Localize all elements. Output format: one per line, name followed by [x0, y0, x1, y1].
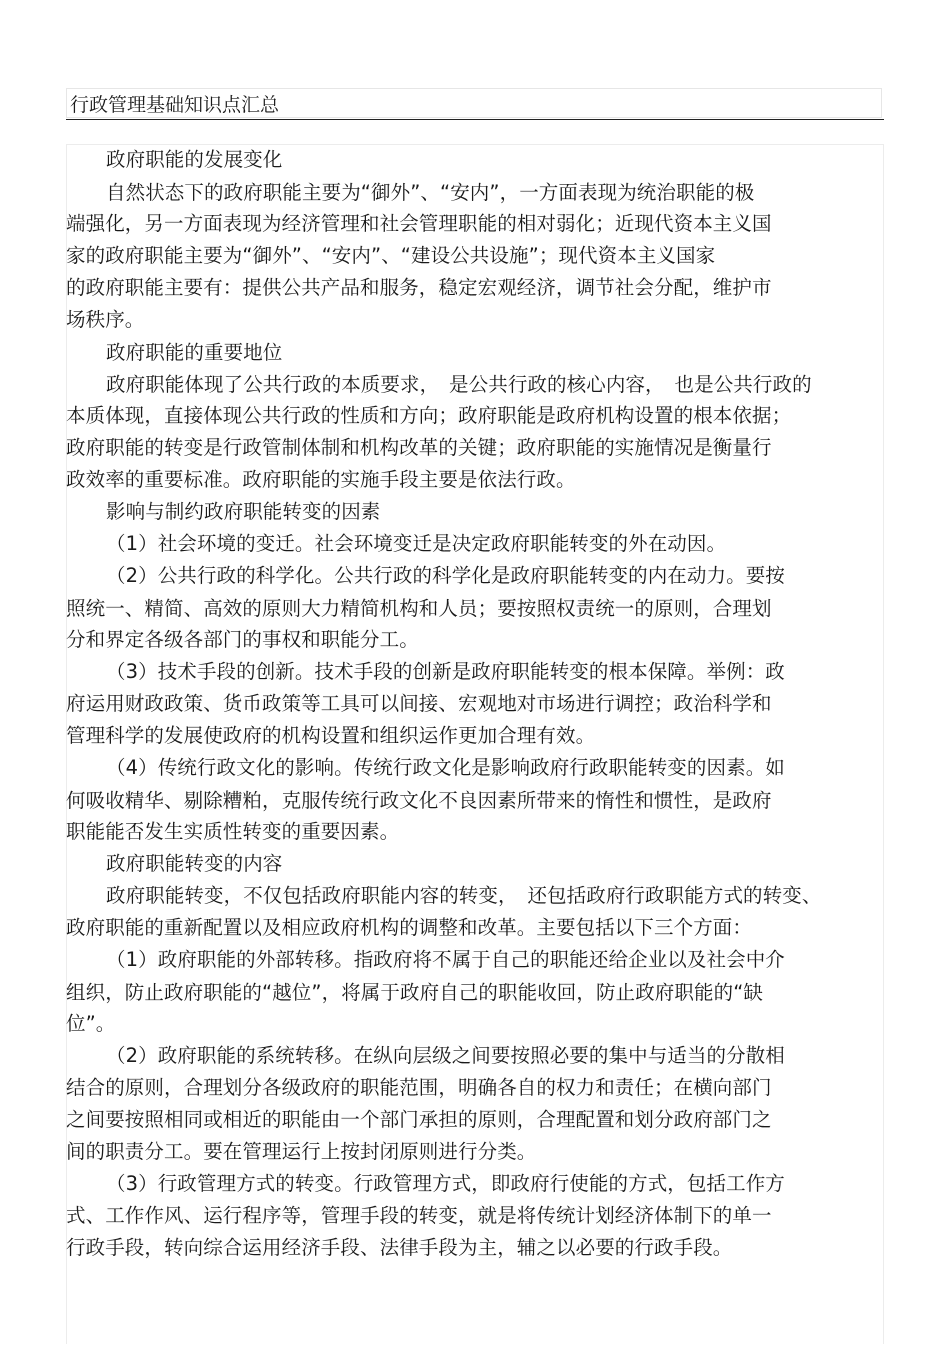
text-line: 端强化，另一方面表现为经济管理和社会管理职能的相对弱化；近现代资本主义国: [66, 212, 772, 235]
text-line: （3）行政管理方式的转变。行政管理方式，即政府行使能的方式，包括工作方: [106, 1172, 785, 1195]
text-line: 照统一、精简、高效的原则大力精简机构和人员；要按照权责统一的原则，合理划: [66, 597, 772, 620]
text-line: （1）政府职能的外部转移。指政府将不属于自己的职能还给企业以及社会中介: [106, 948, 785, 971]
text-line: 自然状态下的政府职能主要为“御外”、“安内”，一方面表现为统治职能的极: [106, 181, 755, 204]
text-line: 政府职能的重新配置以及相应政府机构的调整和改革。主要包括以下三个方面：: [66, 916, 753, 939]
header-divider: [66, 119, 884, 120]
text-line: 政府职能转变，不仅包括政府职能内容的转变， 还包括政府行政职能方式的转变、: [106, 884, 822, 907]
text-line: 政府职能体现了公共行政的本质要求， 是公共行政的核心内容， 也是公共行政的: [106, 373, 812, 396]
text-line: 结合的原则，合理划分各级政府的职能范围，明确各自的权力和责任；在横向部门: [66, 1076, 772, 1099]
text-line: 间的职责分工。要在管理运行上按封闭原则进行分类。: [66, 1140, 537, 1163]
text-line: 场秩序。: [66, 308, 145, 331]
page-title: 行政管理基础知识点汇总: [70, 94, 280, 116]
text-line: 府运用财政政策、货币政策等工具可以间接、宏观地对市场进行调控；政治科学和: [66, 692, 772, 715]
text-line: （2）政府职能的系统转移。在纵向层级之间要按照必要的集中与适当的分散相: [106, 1044, 785, 1067]
text-line: 职能能否发生实质性转变的重要因素。: [66, 820, 400, 843]
text-line: 之间要按照相同或相近的职能由一个部门承担的原则，合理配置和划分政府部门之: [66, 1108, 772, 1131]
text-line: 组织，防止政府职能的“越位”，将属于政府自己的职能收回，防止政府职能的“缺: [66, 981, 764, 1004]
section-heading: 影响与制约政府职能转变的因素: [106, 500, 381, 523]
text-line: 式、工作作风、运行程序等，管理手段的转变，就是将传统计划经济体制下的单一: [66, 1204, 772, 1227]
text-line: 行政手段，转向综合运用经济手段、法律手段为主，辅之以必要的行政手段。: [66, 1236, 733, 1259]
text-line: 管理科学的发展使政府的机构设置和组织运作更加合理有效。: [66, 724, 596, 747]
text-line: 政效率的重要标准。政府职能的实施手段主要是依法行政。: [66, 468, 576, 491]
text-line: （2）公共行政的科学化。公共行政的科学化是政府职能转变的内在动力。要按: [106, 564, 785, 587]
text-line: （3）技术手段的创新。技术手段的创新是政府职能转变的根本保障。举例：政: [106, 660, 785, 683]
section-heading: 政府职能的发展变化: [106, 148, 283, 171]
text-line: 的政府职能主要有：提供公共产品和服务，稳定宏观经济，调节社会分配，维护市: [66, 276, 772, 299]
text-line: 分和界定各级各部门的事权和职能分工。: [66, 628, 419, 651]
text-line: 政府职能的转变是行政管制体制和机构改革的关键；政府职能的实施情况是衡量行: [66, 436, 772, 459]
text-line: （4）传统行政文化的影响。传统行政文化是影响政府行政职能转变的因素。如: [106, 756, 785, 779]
section-heading: 政府职能转变的内容: [106, 852, 283, 875]
text-line: （1）社会环境的变迁。社会环境变迁是决定政府职能转变的外在动因。: [106, 532, 727, 555]
section-heading: 政府职能的重要地位: [106, 341, 283, 364]
text-line: 何吸收精华、剔除糟粕，克服传统行政文化不良因素所带来的惰性和惯性，是政府: [66, 789, 772, 812]
text-line: 本质体现，直接体现公共行政的性质和方向；政府职能是政府机构设置的根本依据；: [66, 404, 792, 427]
text-line: 位”。: [66, 1012, 116, 1035]
text-line: 家的政府职能主要为“御外”、“安内”、“建设公共设施”；现代资本主义国家: [66, 244, 716, 267]
